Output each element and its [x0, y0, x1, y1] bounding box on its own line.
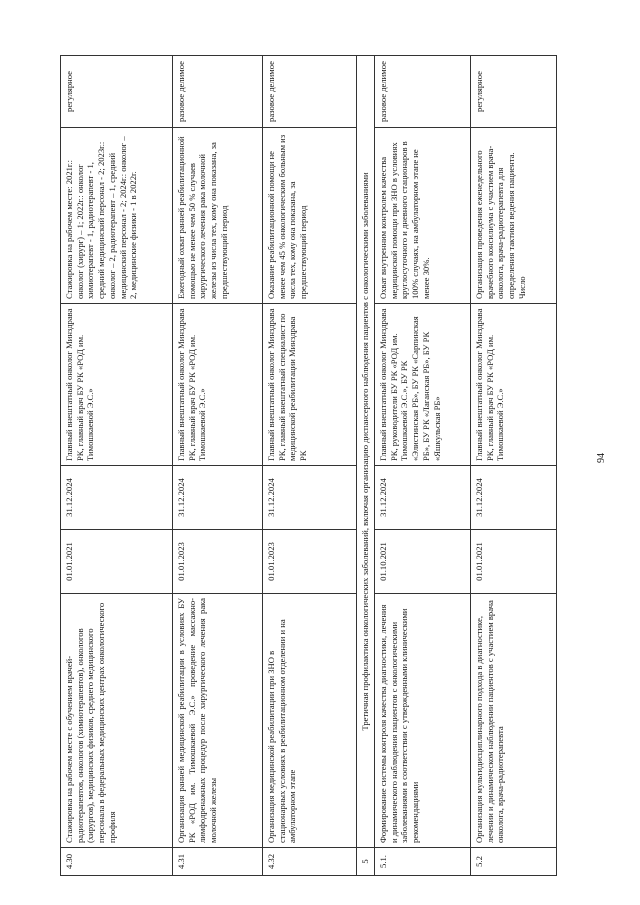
section-number: 5	[357, 848, 375, 876]
section-row	[357, 56, 375, 876]
periodicity-cell: регулярное	[471, 56, 557, 128]
row-number: 4.31	[173, 848, 263, 876]
result-cell: Стажировка на рабочем месте: 2021г.: онколог (хирург) – 1; 2022г.: онколог химиотерапевт - 1, радиотерапевт - 1, средний медицинский персонал - 2; 2023г.: онколог – 2, радиотерапевт – 1, средний медицинский персонал - 2; 2024г.: онколог – 2, медицинские физики - 1 в 2022г.	[61, 128, 173, 304]
row-number: 5.1.	[375, 848, 471, 876]
result-cell: Ежегодный охват ранней реабилитационной помощью не менее чем 50 % случаев хирургического лечения рака молочной железы из числа тех, кому она показана, за предшествующий период	[173, 128, 263, 304]
activity-cell: Организация медицинской реабилитации при ЗНО в стационарных условиях в реабилитационном отделении и на амбулаторном этапе	[263, 594, 357, 848]
activity-cell: Организация мультидисциплинарного подхода в диагностике, лечении и динамическом наблюдении пациентов с участием врача онколога, врача-радиотерапевта	[471, 594, 557, 848]
result-cell: Охват внутренним контролем качества медицинской помощи при ЗНО в условиях круглосуточного и дневного стационаров в 100% случаях, на амбулаторном этапе не менее 30%.	[375, 128, 471, 304]
end-date: 31.12.2024	[375, 466, 471, 530]
start-date: 01.01.2023	[173, 530, 263, 594]
rotated-table-container	[60, 56, 562, 876]
responsible-cell: Главный внештатный онколог Минздрава РК, главный врач БУ РК «РОД им. Тимошкаевой Э.С.»	[61, 304, 173, 466]
table-row	[471, 56, 557, 876]
start-date: 01.10.2021	[375, 530, 471, 594]
row-number: 5.2	[471, 848, 557, 876]
page-number: 94	[596, 453, 607, 463]
table-row	[375, 56, 471, 876]
start-date: 01.01.2021	[61, 530, 173, 594]
activity-cell: Стажировка на рабочем месте с обучением врачей-радиотерапевтов, онкологов (химиотерапевтов), онкологов (хирургов), медицинских физиков, среднего медицинского персонала в федеральных медицинских центрах онкологического профиля	[61, 594, 173, 848]
periodicity-cell: регулярное	[61, 56, 173, 128]
end-date: 31.12.2024	[61, 466, 173, 530]
periodicity-cell: разовое делимое	[375, 56, 471, 128]
start-date: 01.01.2021	[471, 530, 557, 594]
activity-cell: Организация ранней медицинской реабилитации в условиях БУ РК «РОД им. Тимошкаевой Э.С.» проведение массажно-лимфодренажных процедур после хирургического лечения рака молочной железы	[173, 594, 263, 848]
activity-cell: Формирование системы контроля качества диагностики, лечения и динамического наблюдения пациентов с онкологическими заболеваниями в соответствии с утвержденными клиническими рекомендациями	[375, 594, 471, 848]
result-cell: Оказание реабилитационной помощи не менее чем 45 % онкологическим больным из числа тех, кому она показана, за предшествующий период	[263, 128, 357, 304]
responsible-cell: Главный внештатный онколог Минздрава РК, главный врач БУ РК «РОД им. Тимошкаевой Э.С.»	[471, 304, 557, 466]
end-date: 31.12.2024	[263, 466, 357, 530]
table-row	[61, 56, 173, 876]
row-number: 4.32	[263, 848, 357, 876]
end-date: 31.12.2024	[471, 466, 557, 530]
table-row	[173, 56, 263, 876]
responsible-cell: Главный внештатный онколог Минздрава РК, главный врач БУ РК «РОД им. Тимошкаевой Э.С.»	[173, 304, 263, 466]
section-title: Третичная профилактика онкологических заболеваний, включая организацию диспансерного наблюдения пациентов с онкологическими заболеваниями	[357, 56, 375, 848]
table-row	[263, 56, 357, 876]
periodicity-cell: разовое делимое	[173, 56, 263, 128]
start-date: 01.01.2023	[263, 530, 357, 594]
responsible-cell: Главный внештатный онколог Минздрава РК, главный внештатный специалист по медицинской реабилитации Минздрава РК	[263, 304, 357, 466]
end-date: 31.12.2024	[173, 466, 263, 530]
row-number: 4.30	[61, 848, 173, 876]
periodicity-cell: разовое делимое	[263, 56, 357, 128]
result-cell: Организация проведения еженедельного врачебного консилиума с участием врача-онколога, врача-радиотерапевта для определения тактики ведения пациента. Число	[471, 128, 557, 304]
responsible-cell: Главный внештатный онколог Минздрава РК, руководители БУ РК «РОД им. Тимошкаевой Э.С.», БУ РК «Элистинская РБ», БУ РК «Сарпинская РБ», БУ РК «Лаганская РБ», БУ РК «Яшкульская РБ»	[375, 304, 471, 466]
plan-table	[60, 55, 557, 876]
